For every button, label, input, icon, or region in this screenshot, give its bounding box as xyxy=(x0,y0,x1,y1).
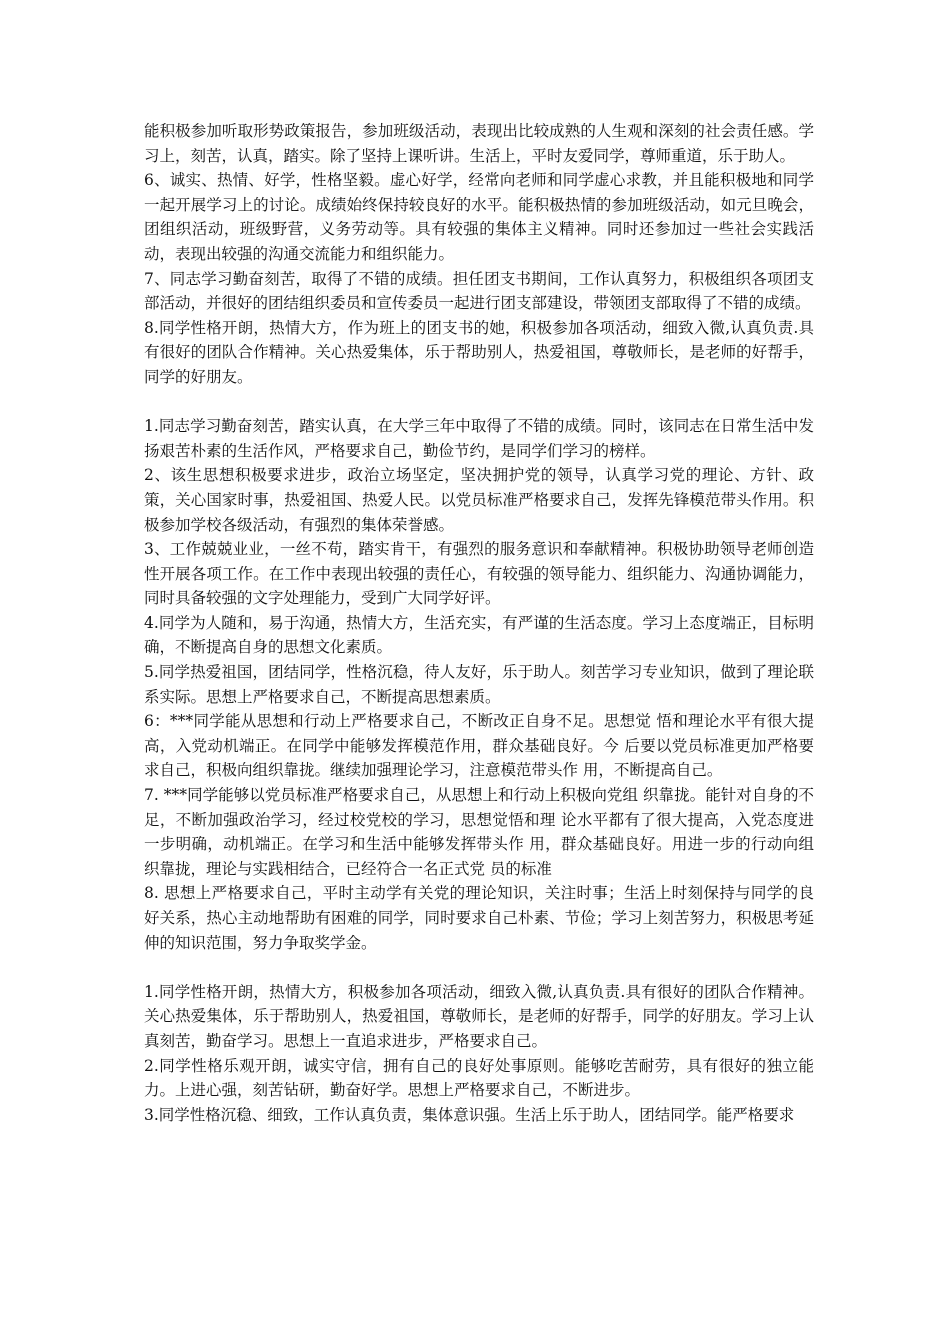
paragraph-s1-3: 7、同志学习勤奋刻苦，取得了不错的成绩。担任团支书期间，工作认真努力，积极组织各项团支部活动，并很好的团结组织委员和宣传委员一起进行团支部建设，带领团支部取得了不错的成绩。 xyxy=(144,269,814,313)
paragraph-s2-7: 7. ***同学能够以党员标准严格要求自己，从思想上和行动上积极向党组 织靠拢。能针对自身的不足，不断加强政治学习，经过校党校的学习，思想觉悟和理 论水平都有了很大提高，入党态度进一步明确，动机端正。在学习和生活中能够发挥带头作 用，群众基础良好。用进一步的行动向组织靠拢，理论与实践相结合，已经符合一名正式党 员的标准 xyxy=(144,786,814,878)
document-page xyxy=(144,119,814,1127)
paragraph-s2-8: 8. 思想上严格要求自己，平时主动学有关党的理论知识，关注时事；生活上时刻保持与同学的良好关系，热心主动地帮助有困难的同学，同时要求自己朴素、节俭；学习上刻苦努力，积极思考延伸的知识范围，努力争取奖学金。 xyxy=(144,884,814,952)
paragraph-s3-2: 2.同学性格乐观开朗，诚实守信，拥有自己的良好处事原则。能够吃苦耐劳，具有很好的独立能力。上进心强，刻苦钻研，勤奋好学。思想上严格要求自己，不断进步。 xyxy=(144,1056,814,1100)
section-spacer xyxy=(144,390,814,415)
paragraph-s2-2: 2、该生思想积极要求进步，政治立场坚定，坚决拥护党的领导，认真学习党的理论、方针、政策，关心国家时事，热爱祖国、热爱人民。以党员标准严格要求自己，发挥先锋模范带头作用。积极参加学校各级活动，有强烈的集体荣誉感。 xyxy=(144,466,814,534)
paragraph-s2-4: 4.同学为人随和，易于沟通，热情大方，生活充实，有严谨的生活态度。学习上态度端正，目标明确，不断提高自身的思想文化素质。 xyxy=(144,613,814,657)
section-spacer xyxy=(144,955,814,980)
paragraph-s2-6: 6：***同学能从思想和行动上严格要求自己，不断改正自身不足。思想觉 悟和理论水平有很大提高，入党动机端正。在同学中能够发挥模范作用，群众基础良好。今 后要以党员标准更加严格要求自己，积极向组织靠拢。继续加强理论学习，注意模范带头作 用，不断提高自己。 xyxy=(144,712,814,780)
paragraph-s1-1: 能积极参加听取形势政策报告，参加班级活动，表现出比较成熟的人生观和深刻的社会责任感。学习上，刻苦，认真，踏实。除了坚持上课听讲。生活上，平时友爱同学，尊师重道，乐于助人。 xyxy=(144,122,814,165)
paragraph-s2-5: 5.同学热爱祖国，团结同学，性格沉稳，待人友好，乐于助人。刻苦学习专业知识，做到了理论联系实际。思想上严格要求自己，不断提高思想素质。 xyxy=(144,663,814,706)
paragraph-s1-4: 8.同学性格开朗，热情大方，作为班上的团支书的她，积极参加各项活动，细致入微,认真负责.具有很好的团队合作精神。关心热爱集体，乐于帮助别人，热爱祖国，尊敬师长，是老师的好帮手，同学的好朋友。 xyxy=(144,318,814,386)
paragraph-s3-1: 1.同学性格开朗，热情大方，积极参加各项活动，细致入微,认真负责.具有很好的团队合作精神。关心热爱集体，乐于帮助别人，热爱祖国，尊敬师长，是老师的好帮手，同学的好朋友。学习上认真刻苦，勤奋学习。思想上一直追求进步，严格要求自己。 xyxy=(144,982,814,1050)
paragraph-s2-3: 3、工作兢兢业业，一丝不苟，踏实肯干，有强烈的服务意识和奉献精神。积极协助领导老师创造性开展各项工作。在工作中表现出较强的责任心，有较强的领导能力、组织能力、沟通协调能力，同时具备较强的文字处理能力，受到广大同学好评。 xyxy=(144,540,814,608)
paragraph-s3-3: 3.同学性格沉稳、细致，工作认真负责，集体意识强。生活上乐于助人，团结同学。能严格要求 xyxy=(144,1105,795,1124)
paragraph-s1-2: 6、诚实、热情、好学，性格坚毅。虚心好学，经常向老师和同学虚心求教，并且能积极地和同学一起开展学习上的讨论。成绩始终保持较良好的水平。能积极热情的参加班级活动，如元旦晚会，团组织活动，班级野营，义务劳动等。具有较强的集体主义精神。同时还参加过一些社会实践活动，表现出较强的沟通交流能力和组织能力。 xyxy=(144,171,814,263)
paragraph-s2-1: 1.同志学习勤奋刻苦，踏实认真，在大学三年中取得了不错的成绩。同时，该同志在日常生活中发扬艰苦朴素的生活作风，严格要求自己，勤俭节约，是同学们学习的榜样。 xyxy=(144,417,814,460)
